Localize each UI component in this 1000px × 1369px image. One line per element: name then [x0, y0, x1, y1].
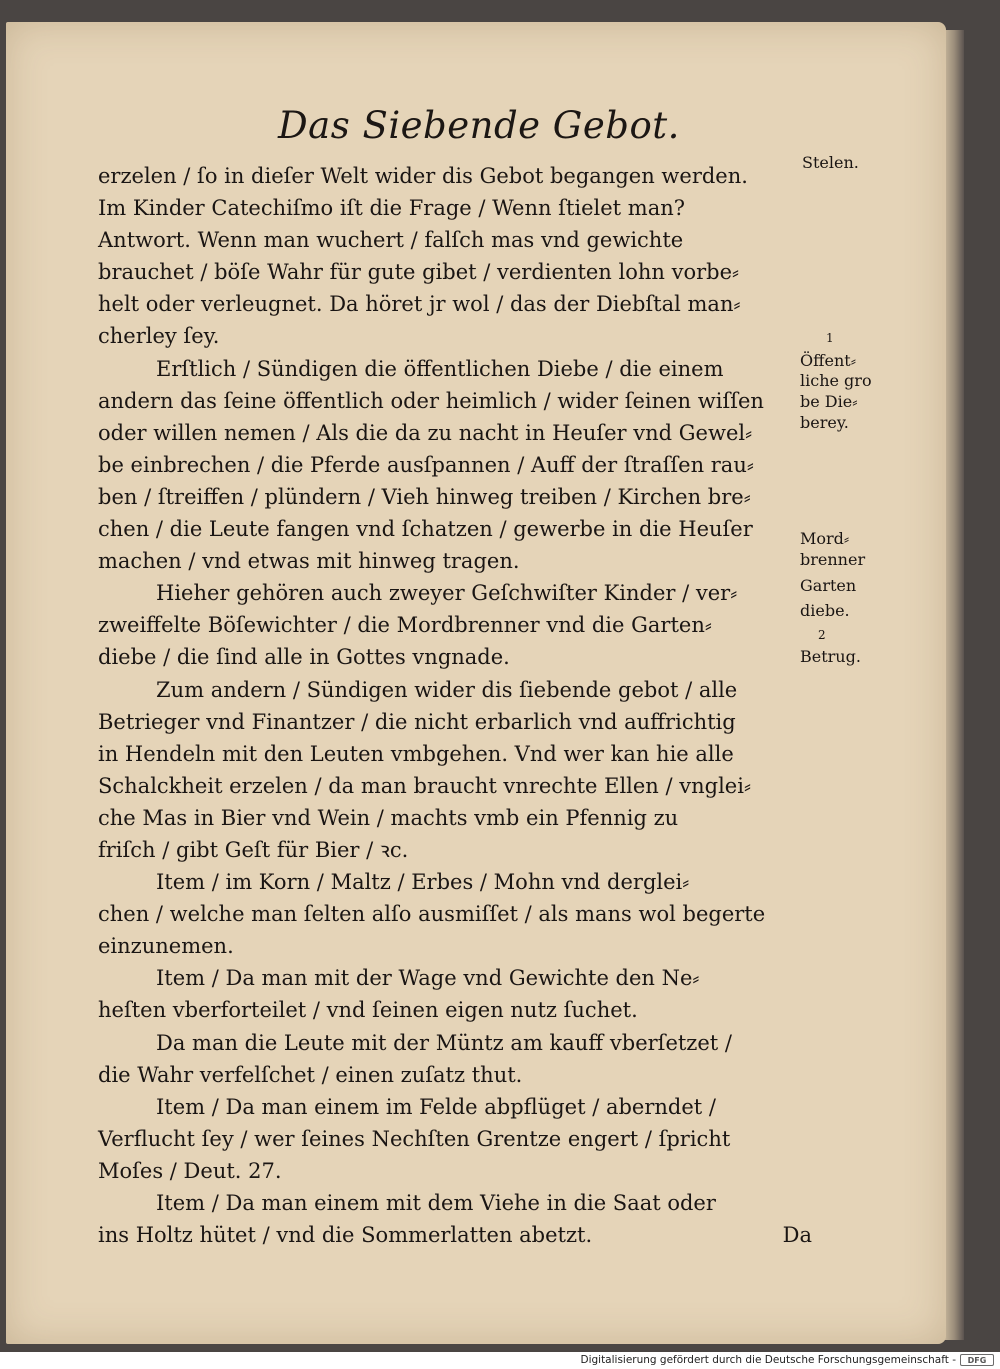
text-line: Betrieger vnd Finantzer / die nicht erbarlich vnd auffrichtig: [98, 709, 736, 734]
text-line: Moſes / Deut. 27.: [98, 1158, 282, 1183]
text-line: che Mas in Bier vnd Wein / machts vmb ein Pfennig zu: [98, 805, 679, 830]
text-line: Item / Da man mit der Wage vnd Gewichte den Ne⸗: [156, 966, 700, 991]
margin-note: Mord⸗: [800, 529, 850, 548]
margin-note: Betrug.: [800, 647, 861, 666]
margin-note: brenner: [800, 550, 866, 569]
margin-note: berey.: [800, 413, 849, 432]
margin-note: 2: [818, 628, 826, 642]
body-text: [98, 160, 812, 1251]
margin-note: be Die⸗: [800, 392, 858, 411]
margin-note: Stelen.: [802, 153, 859, 172]
text-line: erzelen / ſo in dieſer Welt wider dis Gebot begangen werden.: [98, 164, 748, 188]
text-line: brauchet / böſe Wahr für gute gibet / verdienten lohn vorbe⸗: [98, 260, 740, 285]
text-line: friſch / gibt Geſt für Bier / ꝛc.: [98, 837, 409, 862]
text-line: machen / vnd etwas mit hinweg tragen.: [98, 549, 520, 574]
running-head: Das Siebende Gebot.: [278, 104, 680, 147]
text-line: Verflucht ſey / wer ſeines Nechſten Grentze engert / ſpricht: [98, 1126, 731, 1151]
text-line: in Hendeln mit den Leuten vmbgehen. Vnd wer kan hie alle: [98, 741, 734, 766]
text-line: die Wahr verfelſchet / einen zuſatz thut.: [98, 1062, 523, 1087]
text-line: andern das ſeine öffentlich oder heimlich / wider ſeinen wiſſen: [98, 388, 764, 413]
text-line: helt oder verleugnet. Da höret jr wol / das der Diebſtal man⸗: [98, 292, 741, 317]
text-line: Antwort. Wenn man wuchert / falſch mas vnd gewichte: [98, 228, 684, 253]
catchword: Da: [782, 1223, 812, 1248]
text-line: Item / im Korn / Maltz / Erbes / Mohn vnd derglei⸗: [156, 870, 690, 895]
text-line: Im Kinder Catechiſmo iſt die Frage / Wenn ſtielet man?: [98, 196, 686, 221]
text-line: oder willen nemen / Als die da zu nacht in Heuſer vnd Gewel⸗: [98, 420, 753, 445]
margin-note: Garten: [800, 576, 857, 595]
book-page: [6, 22, 946, 1344]
text-line: Item / Da man einem mit dem Viehe in die Saat oder: [156, 1191, 716, 1215]
text-line: Da man die Leute mit der Müntz am kauff vberſetzet /: [156, 1030, 732, 1055]
text-line: heſten vberforteilet / vnd ſeinen eigen nutz ſuchet.: [98, 998, 638, 1023]
margin-note: 1: [826, 331, 834, 345]
text-line: chen / welche man ſelten alſo ausmiſſet / als mans wol begerte: [98, 902, 766, 927]
text-line: be einbrechen / die Pferde ausſpannen / Auff der ſtraſſen rau⸗: [98, 452, 754, 477]
text-line: zweiffelte Böſewichter / die Mordbrenner vnd die Garten⸗: [98, 613, 712, 638]
margin-notes: [798, 22, 908, 1322]
margin-note: liche gro: [800, 371, 872, 390]
margin-note: diebe.: [800, 601, 850, 620]
text-line: cherley ſey.: [98, 324, 220, 349]
text-line: Schalckheit erzelen / da man braucht vnrechte Ellen / vnglei⸗: [98, 773, 751, 798]
text-line: chen / die Leute fangen vnd ſchatzen / gewerbe in die Heuſer: [98, 517, 753, 542]
text-line: ben / ſtreiffen / plündern / Vieh hinweg treiben / Kirchen bre⸗: [98, 484, 751, 509]
text-line: ins Holtz hütet / vnd die Sommerlatten abetzt.: [98, 1223, 593, 1248]
margin-note: Öffent⸗: [800, 351, 857, 370]
dfg-logo: DFG: [960, 1354, 994, 1366]
text-line: Zum andern / Sündigen wider dis ſiebende gebot / alle: [156, 677, 738, 702]
text-line: Erſtlich / Sündigen die öffentlichen Diebe / die einem: [156, 356, 724, 381]
text-line: Item / Da man einem im Felde abpflüget / aberndet /: [156, 1094, 716, 1119]
footer-credit: Digitalisierung gefördert durch die Deutsche Forschungsgemeinschaft -: [580, 1354, 956, 1366]
text-line: einzunemen.: [98, 934, 234, 959]
text-line: Hieher gehören auch zweyer Geſchwiſter Kinder / ver⸗: [156, 581, 738, 606]
text-line: diebe / die ſind alle in Gottes vngnade.: [98, 645, 510, 670]
